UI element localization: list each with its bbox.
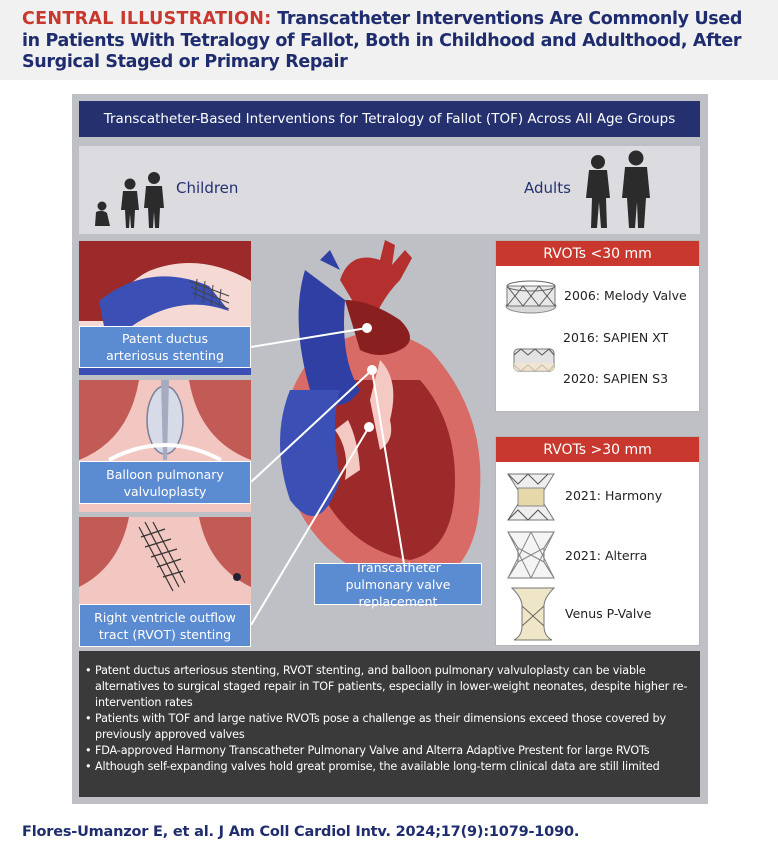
melody-valve-icon: [503, 278, 559, 316]
venus-p-valve-icon: [510, 586, 556, 642]
rvot-stenting-label: Right ventricle outflow tract (RVOT) stenting: [94, 609, 236, 642]
balloon-valvuloplasty-label: Balloon pulmonary valvuloplasty: [106, 466, 224, 499]
header-title-text: Transcatheter Interventions Are Commonly Used in Patients With Tetralogy of Fallot, Both in Childhood and Adulthood, After Surgical Staged or Primary Repair: [22, 9, 743, 72]
valve-harmony-label: 2021: Harmony: [565, 488, 663, 503]
valve-venus-label: Venus P-Valve: [565, 606, 652, 621]
key-point: • Patent ductus arteriosus stenting, RVOT stenting, and balloon pulmonary valvuloplasty can be viable alternatives to surgical staged repair in TOF patients, especially in lower-weight neonates, despite higher re-intervention rates: [85, 663, 692, 711]
children-label: Children: [176, 179, 239, 197]
pda-stenting-label: Patent ductus arteriosus stenting: [106, 331, 224, 363]
tpvr-label: Transcatheter pulmonary valve replacement: [345, 559, 451, 609]
rvot-small-header: RVOTs <30 mm: [496, 241, 699, 266]
key-point: • Patients with TOF and large native RVOTs pose a challenge as their dimensions exceed those covered by previously approved valves: [85, 711, 692, 743]
key-point: • FDA-approved Harmony Transcatheter Pulmonary Valve and Alterra Adaptive Prestent for large RVOTs: [85, 743, 692, 759]
adults-label: Adults: [524, 179, 571, 197]
tpvr-callout: [314, 559, 482, 609]
valve-melody-label: 2006: Melody Valve: [564, 288, 687, 303]
valve-alterra-label: 2021: Alterra: [565, 548, 648, 563]
rvot-large-header: RVOTs >30 mm: [496, 437, 699, 462]
alterra-valve-icon: [506, 530, 556, 580]
panel-title: Transcatheter-Based Interventions for Tetralogy of Fallot (TOF) Across All Age Groups: [103, 111, 676, 127]
sapien-valve-icon: [511, 343, 557, 377]
key-points-box: [79, 651, 700, 797]
citation: Flores-Umanzor E, et al. J Am Coll Cardiol Intv. 2024;17(9):1079-1090.: [22, 824, 580, 840]
rvot-small-valves-card: [495, 240, 700, 412]
valve-sapien-s3-label: 2020: SAPIEN S3: [563, 371, 669, 386]
key-point: • Although self-expanding valves hold great promise, the available long-term clinical data are still limited: [85, 759, 692, 775]
valve-sapien-xt-label: 2016: SAPIEN XT: [563, 330, 669, 345]
harmony-valve-icon: [506, 470, 556, 524]
header-label: CENTRAL ILLUSTRATION:: [22, 9, 272, 29]
